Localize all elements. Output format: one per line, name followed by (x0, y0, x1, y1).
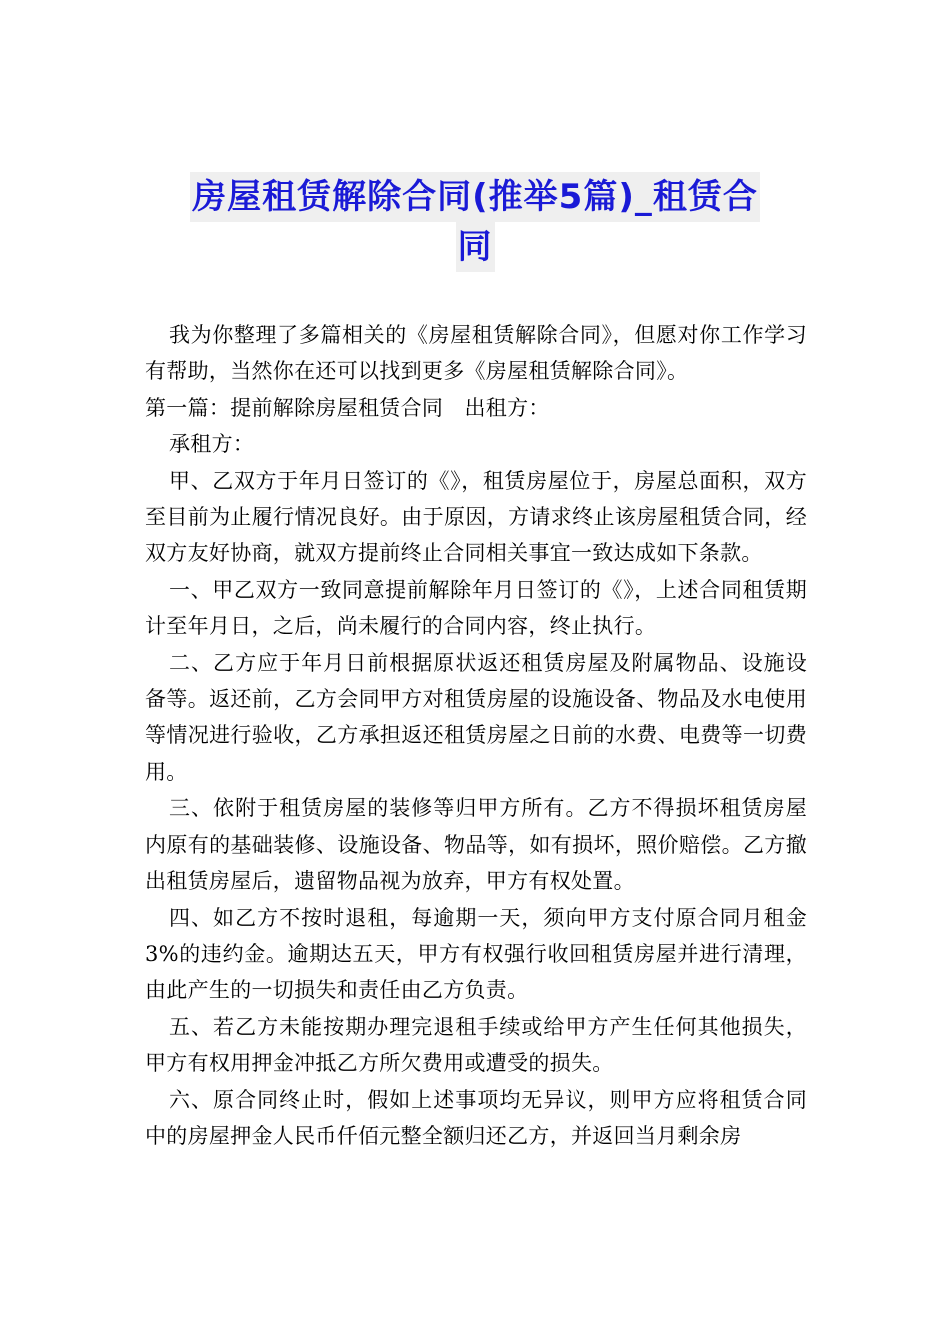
paragraph-intro: 我为你整理了多篇相关的《房屋租赁解除合同》，但愿对你工作学习有帮助，当然你在还可以找到更多《房屋租赁解除合同》。 (145, 323, 807, 384)
paragraph-clause-6: 六、原合同终止时，假如上述事项均无异议，则甲方应将租赁合同中的房屋押金人民币仟佰元整全额归还乙方，并返回当月剩余房 (145, 1087, 807, 1148)
paragraph-section-heading: 第一篇：提前解除房屋租赁合同 出租方： (145, 395, 550, 420)
paragraph-clause-4: 四、如乙方不按时退租，每逾期一天，须向甲方支付原合同月租金3%的违约金。逾期达五天，甲方有权强行收回租赁房屋并进行清理，由此产生的一切损失和责任由乙方负责。 (145, 905, 807, 1003)
paragraph-clause-2: 二、乙方应于年月日前根据原状返还租赁房屋及附属物品、设施设备等。返还前，乙方会同甲方对租赁房屋的设施设备、物品及水电使用等情况进行验收，乙方承担返还租赁房屋之日前的水费、电费等一切费用。 (145, 650, 807, 784)
document-body (145, 317, 807, 1154)
paragraph-lessee: 承租方： (169, 432, 255, 457)
paragraph-clause-5: 五、若乙方未能按期办理完退租手续或给甲方产生任何其他损失，甲方有权用押金冲抵乙方所欠费用或遭受的损失。 (145, 1014, 807, 1076)
paragraph-clause-1: 一、甲乙双方一致同意提前解除年月日签订的《》，上述合同租赁期计至年月日，之后，尚未履行的合同内容，终止执行。 (145, 577, 807, 639)
paragraph-preamble: 甲、乙双方于年月日签订的《》，租赁房屋位于，房屋总面积，双方至目前为止履行情况良好。由于原因，方请求终止该房屋租赁合同，经双方友好协商，就双方提前终止合同相关事宜一致达成如下条款。 (145, 468, 807, 566)
title-line-2: 同 (456, 222, 495, 272)
title-line-1: 房屋租赁解除合同(推举5篇)_租赁合 (190, 172, 760, 222)
document-title (150, 172, 800, 272)
paragraph-clause-3: 三、依附于租赁房屋的装修等归甲方所有。乙方不得损坏租赁房屋内原有的基础装修、设施设备、物品等，如有损坏，照价赔偿。乙方撤出租赁房屋后，遗留物品视为放弃，甲方有权处置。 (145, 796, 807, 894)
